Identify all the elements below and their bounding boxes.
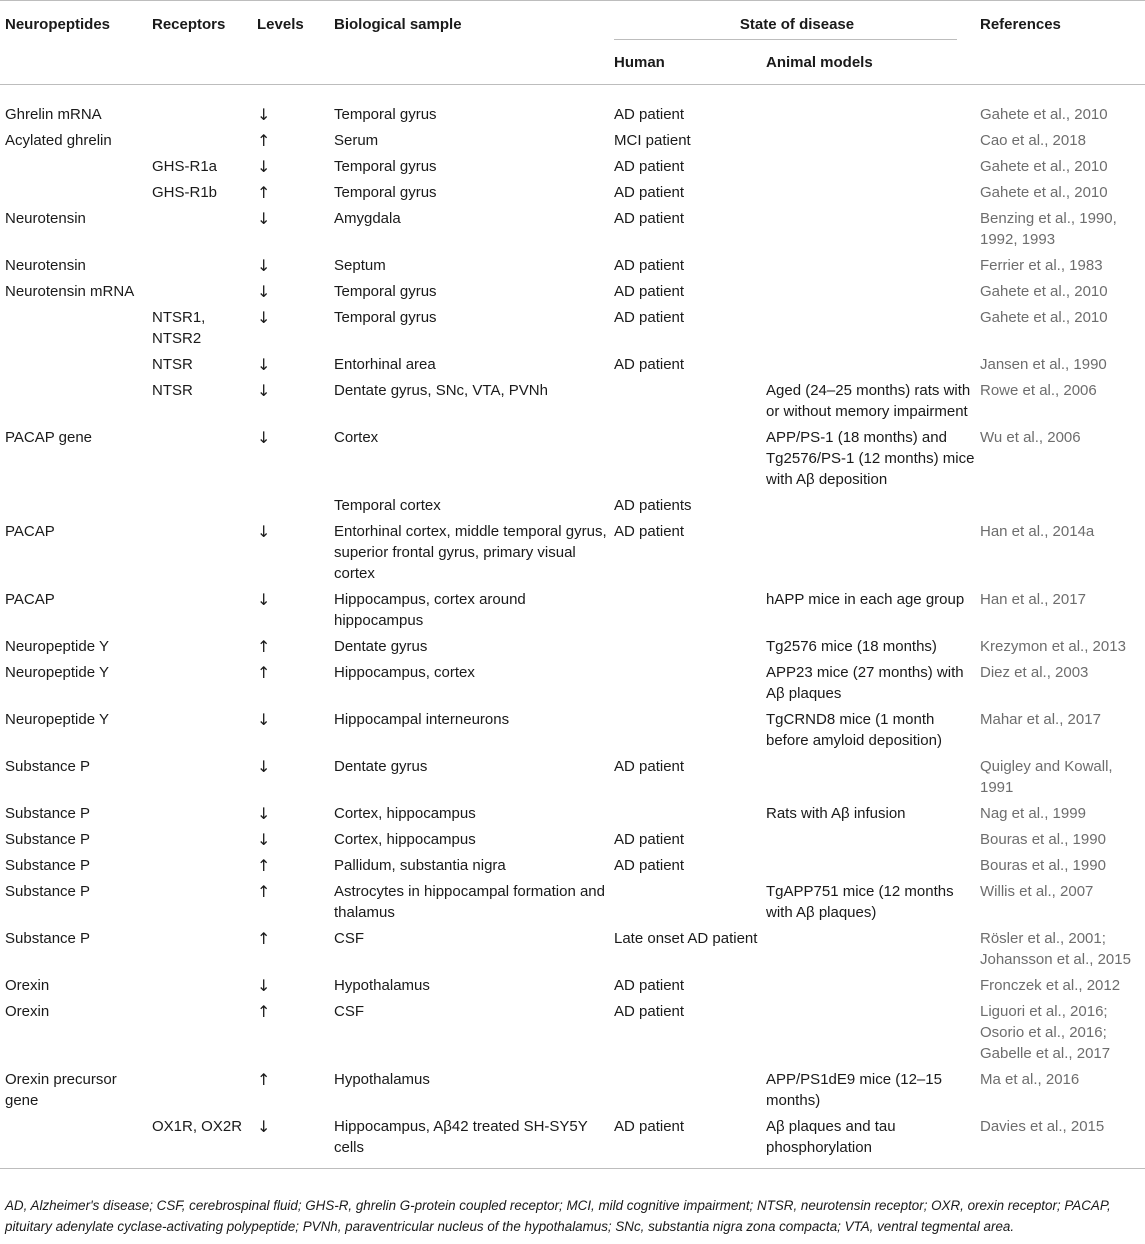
- cell-animal-model: [766, 1001, 980, 1069]
- cell-receptor: OX1R, OX2R: [152, 1117, 243, 1135]
- cell-neuropeptide: Substance P: [5, 856, 91, 874]
- cell-biological-sample: Hippocampus, Aβ42 treated SH-SY5Y cells: [334, 1117, 588, 1156]
- cell-reference: Rösler et al., 2001; Johansson et al., 2015: [980, 929, 1131, 968]
- cell-level: ↑: [257, 636, 271, 656]
- cell-biological-sample: Temporal gyrus: [334, 105, 437, 123]
- header-receptors: Receptors: [152, 16, 226, 33]
- table-row: [0, 354, 1145, 380]
- cell-neuropeptide: Substance P: [5, 830, 91, 848]
- cell-level: ↑: [257, 881, 271, 901]
- cell-biological-sample: Amygdala: [334, 209, 401, 227]
- cell-animal-model: hAPP mice in each age group: [766, 590, 965, 608]
- table-row: [0, 589, 1145, 636]
- cell-biological-sample: Astrocytes in hippocampal formation and thalamus: [334, 882, 605, 921]
- table-body: [0, 84, 1145, 1168]
- cell-level: ↓: [257, 255, 271, 275]
- cell-neuropeptide: PACAP gene: [5, 428, 93, 446]
- cell-neuropeptide: Substance P: [5, 882, 91, 900]
- cell-receptor: [152, 495, 257, 521]
- table-row: [0, 1116, 1145, 1169]
- cell-human: AD patient: [614, 1002, 685, 1020]
- cell-neuropeptide: Substance P: [5, 804, 91, 822]
- table-row: [0, 803, 1145, 829]
- cell-biological-sample: Dentate gyrus: [334, 757, 428, 775]
- cell-receptor: NTSR: [152, 381, 193, 399]
- cell-level: ↓: [257, 829, 271, 849]
- cell-animal-model: APP23 mice (27 months) with Aβ plaques: [766, 663, 964, 702]
- cell-level: ↑: [257, 855, 271, 875]
- cell-animal-model: Aβ plaques and tau phosphorylation: [766, 1117, 896, 1156]
- table-row: [0, 182, 1145, 208]
- cell-level: ↑: [257, 1069, 271, 1089]
- table-row: [0, 928, 1145, 975]
- cell-biological-sample: Serum: [334, 131, 379, 149]
- cell-animal-model: [766, 156, 980, 182]
- cell-receptor: [152, 104, 257, 130]
- cell-reference: Han et al., 2014a: [980, 522, 1095, 540]
- cell-biological-sample: Temporal cortex: [334, 496, 441, 514]
- table-footnote: AD, Alzheimer's disease; CSF, cerebrospinal fluid; GHS-R, ghrelin G-protein coupled receptor; MCI, mild cognitive impairment; NTSR, neurotensin receptor; OXR, orexin receptor; PACAP, pituitary adenylate cyclase-activating polypeptide; PVNh, paraventricular nucleus of the hypothalamus; SNc, substantia nigra zona compacta; VTA, ventral tegmental area.: [5, 1198, 1111, 1234]
- cell-level: ↓: [257, 756, 271, 776]
- cell-animal-model: Rats with Aβ infusion: [766, 804, 906, 822]
- table-row: [0, 156, 1145, 182]
- table-row: [0, 756, 1145, 803]
- cell-neuropeptide: Neurotensin mRNA: [5, 282, 135, 300]
- cell-receptor: [152, 130, 257, 156]
- cell-reference: Nag et al., 1999: [980, 804, 1086, 822]
- cell-reference: Wu et al., 2006: [980, 428, 1081, 446]
- cell-reference: Quigley and Kowall, 1991: [980, 757, 1113, 796]
- cell-reference: Diez et al., 2003: [980, 663, 1089, 681]
- cell-neuropeptide: Orexin: [5, 1002, 50, 1020]
- table-row: [0, 380, 1145, 427]
- cell-receptor: [152, 975, 257, 1001]
- cell-animal-model: [766, 208, 980, 255]
- cell-human: AD patient: [614, 757, 685, 775]
- cell-human: AD patient: [614, 209, 685, 227]
- cell-biological-sample: Temporal gyrus: [334, 282, 437, 300]
- cell-receptor: GHS-R1a: [152, 157, 218, 175]
- cell-neuropeptide: [0, 354, 152, 380]
- cell-receptor: [152, 636, 257, 662]
- cell-level: ↓: [257, 307, 271, 327]
- cell-neuropeptide: Neurotensin: [5, 209, 86, 227]
- cell-neuropeptide: Neuropeptide Y: [5, 710, 109, 728]
- table-row: [0, 829, 1145, 855]
- header-neuropeptides: Neuropeptides: [5, 16, 111, 33]
- cell-neuropeptide: [0, 307, 152, 354]
- cell-receptor: [152, 756, 257, 803]
- cell-receptor: [152, 855, 257, 881]
- cell-animal-model: [766, 354, 980, 380]
- cell-biological-sample: Hippocampal interneurons: [334, 710, 510, 728]
- cell-reference: Krezymon et al., 2013: [980, 637, 1126, 655]
- cell-biological-sample: Dentate gyrus, SNc, VTA, PVNh: [334, 381, 548, 399]
- cell-human: [614, 803, 766, 829]
- cell-human: AD patient: [614, 355, 685, 373]
- cell-neuropeptide: Orexin precursor gene: [5, 1070, 117, 1109]
- header-references: References: [980, 16, 1061, 33]
- cell-receptor: [152, 881, 257, 928]
- cell-level: ↓: [257, 427, 271, 447]
- cell-reference: Bouras et al., 1990: [980, 830, 1106, 848]
- cell-level: ↓: [257, 521, 271, 541]
- cell-reference: Gahete et al., 2010: [980, 183, 1108, 201]
- cell-receptor: [152, 709, 257, 756]
- cell-reference: Gahete et al., 2010: [980, 105, 1108, 123]
- cell-reference: Gahete et al., 2010: [980, 157, 1108, 175]
- cell-level: ↑: [257, 182, 271, 202]
- cell-biological-sample: Temporal gyrus: [334, 308, 437, 326]
- cell-reference: Jansen et al., 1990: [980, 355, 1107, 373]
- cell-human: [614, 589, 766, 636]
- header-biological-sample: Biological sample: [334, 16, 462, 33]
- cell-human: [614, 881, 766, 928]
- header-levels: Levels: [257, 16, 304, 33]
- table-row: [0, 709, 1145, 756]
- cell-level: [257, 495, 334, 521]
- cell-human: AD patient: [614, 522, 685, 540]
- cell-human: AD patient: [614, 256, 685, 274]
- cell-neuropeptide: Neuropeptide Y: [5, 637, 109, 655]
- cell-reference: Cao et al., 2018: [980, 131, 1086, 149]
- cell-reference: Ma et al., 2016: [980, 1070, 1080, 1088]
- cell-human: [614, 1069, 766, 1116]
- cell-biological-sample: Pallidum, substantia nigra: [334, 856, 506, 874]
- cell-biological-sample: Temporal gyrus: [334, 183, 437, 201]
- cell-neuropeptide: PACAP: [5, 522, 55, 540]
- cell-animal-model: TgCRND8 mice (1 month before amyloid deposition): [766, 710, 942, 749]
- cell-animal-model: [766, 521, 980, 589]
- cell-neuropeptide: Neurotensin: [5, 256, 86, 274]
- cell-receptor: [152, 427, 257, 495]
- table-row: [0, 662, 1145, 709]
- cell-neuropeptide: [0, 182, 152, 208]
- cell-reference: Liguori et al., 2016; Osorio et al., 2016; Gabelle et al., 2017: [980, 1002, 1111, 1062]
- cell-biological-sample: Cortex, hippocampus: [334, 804, 476, 822]
- cell-animal-model: [766, 182, 980, 208]
- cell-biological-sample: Cortex: [334, 428, 379, 446]
- cell-biological-sample: Cortex, hippocampus: [334, 830, 476, 848]
- table-row: [0, 208, 1145, 255]
- cell-level: ↓: [257, 208, 271, 228]
- cell-human: Late onset AD patient: [614, 929, 758, 947]
- cell-human: [614, 427, 766, 495]
- cell-neuropeptide: Orexin: [5, 976, 50, 994]
- cell-receptor: [152, 281, 257, 307]
- cell-animal-model: [766, 829, 980, 855]
- cell-human: AD patient: [614, 282, 685, 300]
- table-row: [0, 427, 1145, 495]
- table-row: [0, 521, 1145, 589]
- cell-neuropeptide: PACAP: [5, 590, 55, 608]
- table-row: [0, 1069, 1145, 1116]
- table-row: [0, 104, 1145, 130]
- cell-reference: Benzing et al., 1990, 1992, 1993: [980, 209, 1117, 248]
- cell-reference: Ferrier et al., 1983: [980, 256, 1103, 274]
- cell-biological-sample: CSF: [334, 929, 364, 947]
- cell-animal-model: [766, 281, 980, 307]
- cell-biological-sample: Hippocampus, cortex around hippocampus: [334, 590, 526, 629]
- cell-human: AD patient: [614, 976, 685, 994]
- cell-level: ↓: [257, 589, 271, 609]
- cell-animal-model: [766, 928, 980, 975]
- cell-biological-sample: Dentate gyrus: [334, 637, 428, 655]
- cell-biological-sample: Hippocampus, cortex: [334, 663, 475, 681]
- cell-reference: Mahar et al., 2017: [980, 710, 1101, 728]
- cell-animal-model: [766, 855, 980, 881]
- cell-animal-model: [766, 104, 980, 130]
- cell-human: AD patients: [614, 496, 692, 514]
- table-row: [0, 636, 1145, 662]
- table-row: [0, 130, 1145, 156]
- cell-biological-sample: Entorhinal area: [334, 355, 436, 373]
- cell-human: AD patient: [614, 183, 685, 201]
- cell-reference: Bouras et al., 1990: [980, 856, 1106, 874]
- cell-human: AD patient: [614, 157, 685, 175]
- cell-reference: Willis et al., 2007: [980, 882, 1094, 900]
- cell-biological-sample: Hypothalamus: [334, 1070, 430, 1088]
- cell-level: ↓: [257, 281, 271, 301]
- cell-neuropeptide: Substance P: [5, 929, 91, 947]
- cell-level: ↑: [257, 130, 271, 150]
- cell-level: ↓: [257, 156, 271, 176]
- cell-human: AD patient: [614, 856, 685, 874]
- cell-receptor: [152, 1001, 257, 1069]
- cell-human: [614, 636, 766, 662]
- cell-animal-model: [766, 495, 980, 521]
- header-state-of-disease-label: State of disease: [739, 16, 855, 33]
- cell-animal-model: APP/PS1dE9 mice (12–15 months): [766, 1070, 942, 1109]
- cell-receptor: NTSR1, NTSR2: [152, 308, 206, 347]
- cell-level: ↑: [257, 928, 271, 948]
- header-state-of-disease: [614, 1, 980, 39]
- cell-neuropeptide: [0, 495, 152, 521]
- cell-reference: Gahete et al., 2010: [980, 282, 1108, 300]
- cell-neuropeptide: [0, 380, 152, 427]
- cell-reference: Gahete et al., 2010: [980, 308, 1108, 326]
- table-row: [0, 255, 1145, 281]
- cell-biological-sample: Entorhinal cortex, middle temporal gyrus, superior frontal gyrus, primary visual cortex: [334, 522, 607, 582]
- cell-biological-sample: Hypothalamus: [334, 976, 430, 994]
- cell-animal-model: [766, 756, 980, 803]
- cell-animal-model: TgAPP751 mice (12 months with Aβ plaques): [766, 882, 954, 921]
- cell-human: MCI patient: [614, 131, 691, 149]
- cell-animal-model: [766, 975, 980, 1001]
- cell-receptor: [152, 1069, 257, 1116]
- cell-human: [614, 662, 766, 709]
- cell-receptor: [152, 208, 257, 255]
- cell-biological-sample: CSF: [334, 1002, 364, 1020]
- cell-receptor: [152, 521, 257, 589]
- table-row: [0, 307, 1145, 354]
- cell-human: AD patient: [614, 105, 685, 123]
- cell-neuropeptide: Substance P: [5, 757, 91, 775]
- cell-neuropeptide: Acylated ghrelin: [5, 131, 112, 149]
- cell-animal-model: [766, 255, 980, 281]
- cell-receptor: [152, 829, 257, 855]
- cell-animal-model: [766, 307, 980, 354]
- header-human: Human: [614, 53, 665, 71]
- cell-receptor: NTSR: [152, 355, 193, 373]
- cell-neuropeptide: [0, 1116, 152, 1169]
- cell-level: ↓: [257, 380, 271, 400]
- table-row: [0, 855, 1145, 881]
- cell-reference: Rowe et al., 2006: [980, 381, 1097, 399]
- table-row: [0, 281, 1145, 307]
- cell-level: ↑: [257, 1001, 271, 1021]
- cell-animal-model: APP/PS-1 (18 months) and Tg2576/PS-1 (12 months) mice with Aβ deposition: [766, 428, 975, 488]
- cell-level: ↓: [257, 709, 271, 729]
- table-row: [0, 495, 1145, 521]
- cell-biological-sample: Temporal gyrus: [334, 157, 437, 175]
- cell-level: ↓: [257, 354, 271, 374]
- cell-receptor: [152, 662, 257, 709]
- cell-neuropeptide: Neuropeptide Y: [5, 663, 109, 681]
- cell-receptor: GHS-R1b: [152, 183, 218, 201]
- header-animal-models: Animal models: [766, 53, 873, 71]
- cell-reference: Fronczek et al., 2012: [980, 976, 1121, 994]
- state-of-disease-rule: [614, 39, 957, 40]
- cell-human: AD patient: [614, 1117, 685, 1135]
- cell-neuropeptide: [0, 156, 152, 182]
- cell-human: AD patient: [614, 830, 685, 848]
- cell-receptor: [152, 255, 257, 281]
- table-row: [0, 975, 1145, 1001]
- cell-neuropeptide: Ghrelin mRNA: [5, 105, 102, 123]
- cell-level: ↓: [257, 803, 271, 823]
- cell-level: ↓: [257, 1116, 271, 1136]
- cell-animal-model: Aged (24–25 months) rats with or without memory impairment: [766, 381, 971, 420]
- cell-biological-sample: Septum: [334, 256, 386, 274]
- cell-level: ↓: [257, 975, 271, 995]
- cell-animal-model: Tg2576 mice (18 months): [766, 637, 937, 655]
- cell-receptor: [152, 589, 257, 636]
- cell-level: ↑: [257, 662, 271, 682]
- cell-receptor: [152, 928, 257, 975]
- cell-receptor: [152, 803, 257, 829]
- cell-human: [614, 380, 766, 427]
- table-row: [0, 1001, 1145, 1069]
- cell-human: [614, 709, 766, 756]
- table-row: [0, 881, 1145, 928]
- cell-human: AD patient: [614, 308, 685, 326]
- table-header: [0, 1, 1145, 85]
- cell-reference: [980, 495, 1145, 521]
- cell-reference: Han et al., 2017: [980, 590, 1086, 608]
- cell-reference: Davies et al., 2015: [980, 1117, 1105, 1135]
- cell-level: ↓: [257, 104, 271, 124]
- cell-animal-model: [766, 130, 980, 156]
